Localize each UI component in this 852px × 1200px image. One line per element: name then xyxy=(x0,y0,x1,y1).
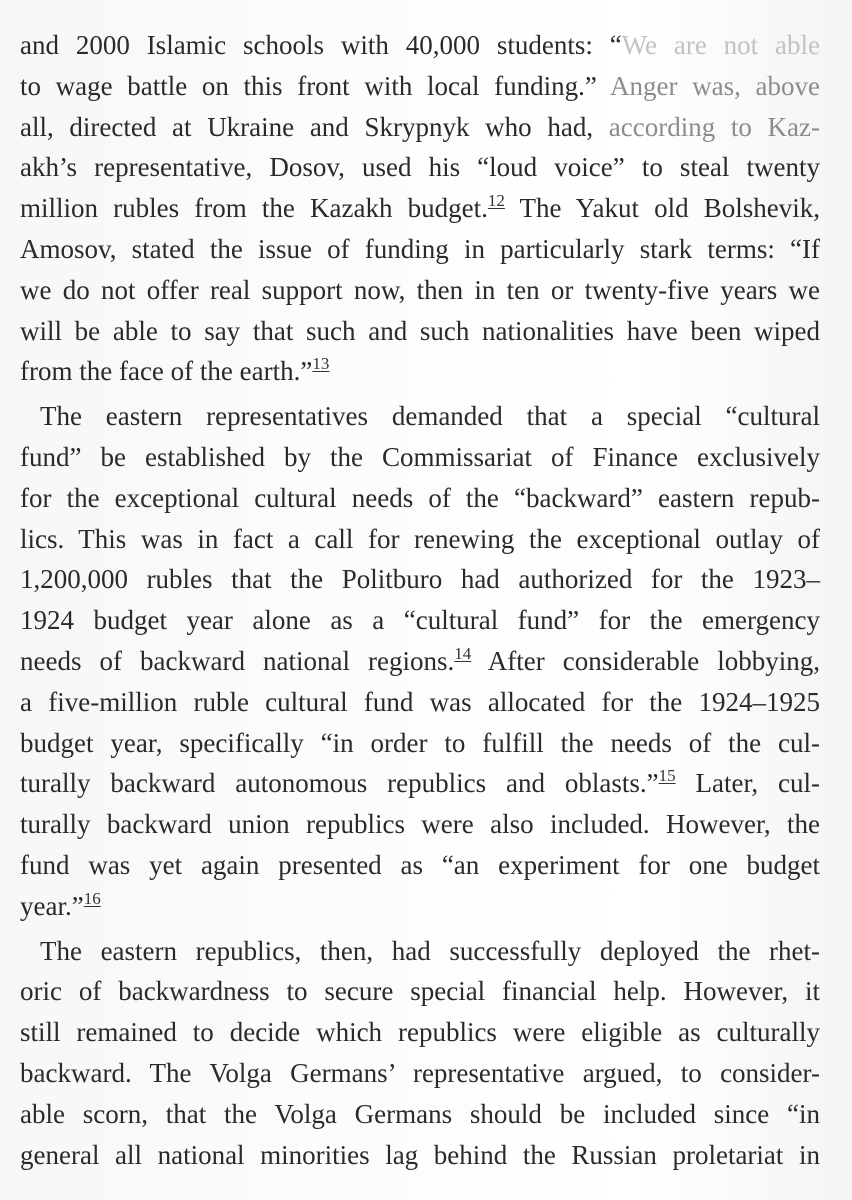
text-line: we do not offer real support now, then in ten or twenty-five years we xyxy=(20,274,820,305)
text-line: backward. The Volga Germans’ representative argued, to consider- xyxy=(20,1057,820,1088)
text-line: budget year, specifically “in order to fulfill the needs of the cul- xyxy=(20,727,820,758)
footnote-ref-16[interactable]: 16 xyxy=(83,888,101,908)
text-line: general all national minorities lag behind the Russian proletariat in xyxy=(20,1139,820,1170)
text-line: and 2000 Islamic schools with 40,000 students: “We are not able xyxy=(20,30,820,60)
text-line: The eastern republics, then, had successfully deployed the rhet- xyxy=(40,935,820,966)
text-line: a five-million ruble cultural fund was allocated for the 1924–1925 xyxy=(20,686,820,717)
text-line: for the exceptional cultural needs of the “backward” eastern repub- xyxy=(20,482,820,513)
text-line: Amosov, stated the issue of funding in particularly stark terms: “If xyxy=(20,233,820,264)
text-line: lics. This was in fact a call for renewing the exceptional outlay of xyxy=(20,523,820,554)
paragraph-3 xyxy=(20,931,820,1176)
text-line: fund was yet again presented as “an experiment for one budget xyxy=(20,849,820,880)
footnote-ref-13[interactable]: 13 xyxy=(312,354,330,374)
footnote-ref-15[interactable]: 15 xyxy=(658,766,676,786)
text-line: oric of backwardness to secure special financial help. However, it xyxy=(20,976,820,1007)
text-line: million rubles from the Kazakh budget.$^{12}$ The Yakut old Bolshevik, xyxy=(20,191,820,224)
text-line: The eastern representatives demanded that a special “cultural xyxy=(40,401,820,432)
text-line: still remained to decide which republics were eligible as culturally xyxy=(20,1017,820,1048)
text-line: all, directed at Ukraine and Skrypnyk who had, according to Kaz- xyxy=(20,111,821,142)
text-line: able scorn, that the Volga Germans should be included since “in xyxy=(20,1098,820,1129)
text-line: 1924 budget year alone as a “cultural fund” for the emergency xyxy=(20,605,820,636)
text-line: turally backward union republics were also included. However, the xyxy=(20,809,820,840)
footnote-ref-14[interactable]: 14 xyxy=(454,643,472,663)
text-line: fund” be established by the Commissariat of Finance exclusively xyxy=(20,441,820,472)
text-line: will be able to say that such and such nationalities have been wiped xyxy=(20,315,820,346)
book-page xyxy=(20,25,820,1175)
text-line: turally backward autonomous republics and oblasts.”$^{15}$ Later, cul- xyxy=(20,766,820,799)
paragraph-2 xyxy=(20,396,820,926)
text-line: to wage battle on this front with local funding.” Anger was, above xyxy=(20,70,820,101)
text-line: needs of backward national regions.$^{14}$ After considerable lobbying, xyxy=(20,643,820,676)
text-line: 1,200,000 rubles that the Politburo had authorized for the 1923– xyxy=(20,564,820,595)
footnote-ref-12[interactable]: 12 xyxy=(487,191,505,211)
text-line: from the face of the earth.”$^{13}$ xyxy=(20,354,330,387)
text-line: akh’s representative, Dosov, used his “loud voice” to steal twenty xyxy=(20,152,820,183)
text-line: year.”$^{16}$ xyxy=(20,888,101,921)
paragraph-1 xyxy=(20,25,820,392)
